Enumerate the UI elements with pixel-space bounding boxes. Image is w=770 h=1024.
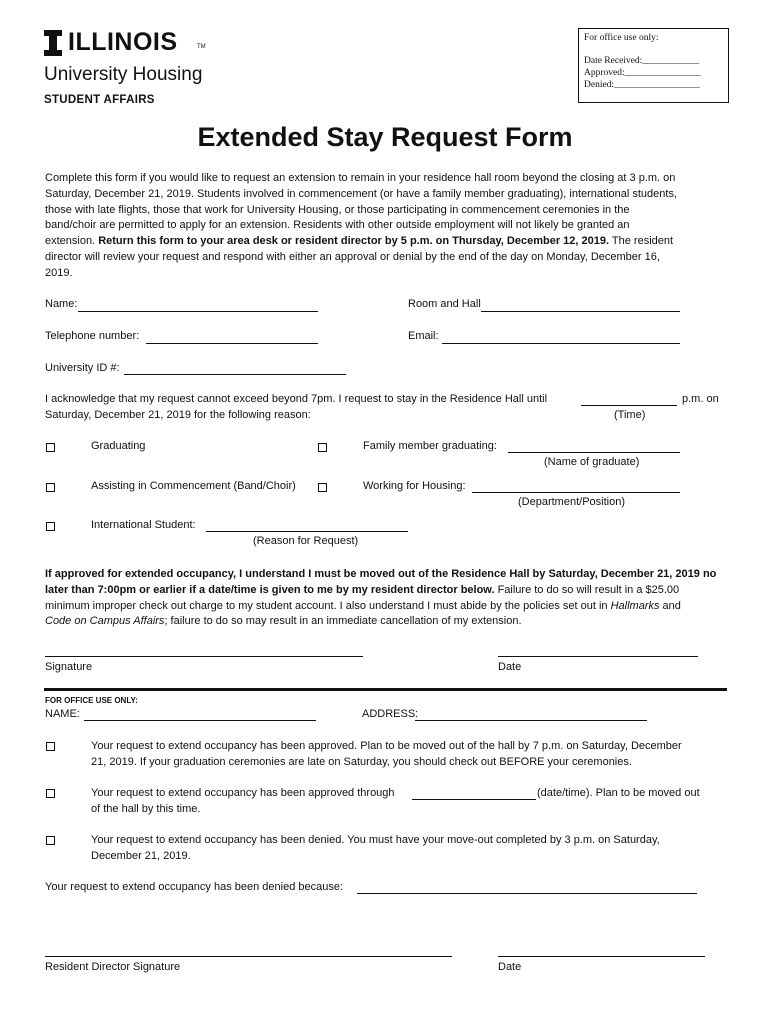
graduating-label: Graduating: [91, 440, 146, 452]
office-address-label: ADDRESS:: [362, 708, 419, 720]
brand-division: STUDENT AFFAIRS: [44, 94, 155, 106]
telephone-label: Telephone number:: [45, 330, 140, 342]
commencement-checkbox[interactable]: [46, 483, 55, 492]
brand-trademark: TM: [197, 44, 206, 50]
stay-until-time-input-line[interactable]: [581, 405, 677, 406]
approved-through-text: Your request to extend occupancy has been approved through: [91, 787, 395, 799]
signature-date-label: Date: [498, 661, 522, 673]
denied-text-line-1: Your request to extend occupancy has been denied. You must have your move-out completed by 3 p.m. on Saturday,: [91, 834, 660, 846]
rd-signature-label: Resident Director Signature: [45, 961, 181, 973]
approved-text-line-1: Your request to extend occupancy has been approved. Plan to be moved out of the hall by 7 p.m. on Saturday, December: [91, 740, 682, 752]
working-housing-label: Working for Housing:: [363, 480, 466, 492]
signature-date-line[interactable]: [498, 656, 698, 657]
office-name-input-line[interactable]: [84, 720, 316, 721]
agreement-text: Failure to do so will result in a $25.00: [494, 583, 680, 596]
form-title: Extended Stay Request Form: [197, 122, 573, 152]
approved-through-text-end: (date/time). Plan to be moved out: [537, 787, 700, 799]
denied-text-line-2: December 21, 2019.: [91, 850, 191, 862]
graduate-name-input-line[interactable]: [508, 452, 680, 453]
brand-wordmark: ILLINOIS: [68, 28, 178, 56]
office-name-label: NAME:: [45, 708, 80, 720]
room-hall-input-line[interactable]: [481, 311, 680, 312]
intro-line: band/choir are permitted to apply for an extension. Residents with other outside employment will not likely be granted an: [45, 219, 630, 232]
acknowledge-line-1: I acknowledge that my request cannot exceed beyond 7pm. I request to stay in the Residence Hall until: [45, 393, 548, 405]
office-section-divider: [44, 688, 727, 691]
agreement-text: and: [659, 599, 681, 612]
hallmarks-reference: Hallmarks: [610, 599, 660, 612]
international-reason-input-line[interactable]: [206, 531, 408, 532]
agreement-line: [45, 567, 725, 583]
international-student-label: International Student:: [91, 519, 196, 531]
intro-paragraph: [45, 171, 725, 282]
agreement-line: [45, 583, 725, 599]
approved-text-line-2: 21, 2019. If your graduation ceremonies are late on Saturday, you should check out BEFORE your ceremonies.: [91, 756, 632, 768]
room-hall-label: Room and Hall: [408, 298, 481, 310]
family-graduating-checkbox[interactable]: [318, 443, 327, 452]
office-box-denied: Denied:__________________: [584, 80, 700, 90]
international-reason-caption: (Reason for Request): [253, 535, 359, 547]
intro-deadline: Return this form to your area desk or resident director by 5 p.m. on Thursday, December 12, 2019.: [98, 235, 610, 248]
telephone-input-line[interactable]: [146, 343, 318, 344]
code-reference: Code on Campus Affairs: [45, 615, 165, 628]
email-input-line[interactable]: [442, 343, 680, 344]
approved-through-input-line[interactable]: [412, 799, 536, 800]
intro-text: The resident: [609, 235, 674, 248]
department-position-input-line[interactable]: [472, 492, 680, 493]
signature-line[interactable]: [45, 656, 363, 657]
graduate-name-caption: (Name of graduate): [544, 456, 640, 468]
graduating-checkbox[interactable]: [46, 443, 55, 452]
rd-date-label: Date: [498, 961, 522, 973]
intro-line: Complete this form if you would like to request an extension to remain in your residence hall room beyond the closing at 3 p.m. on: [45, 172, 676, 184]
office-use-heading: FOR OFFICE USE ONLY:: [45, 696, 138, 705]
denied-because-label: Your request to extend occupancy has been denied because:: [45, 881, 344, 893]
email-label: Email:: [408, 330, 439, 342]
office-box-date-received: Date Received:____________: [584, 56, 700, 66]
international-student-checkbox[interactable]: [46, 522, 55, 531]
rd-signature-line[interactable]: [45, 956, 452, 957]
commencement-label: Assisting in Commencement (Band/Choir): [91, 480, 296, 492]
agreement-bold-text: If approved for extended occupancy, I understand I must be moved out of the Residence Hall by Saturday, December 21, 2019 no: [45, 568, 717, 580]
denied-because-input-line[interactable]: [357, 893, 697, 894]
department-position-caption: (Department/Position): [518, 496, 625, 508]
family-graduating-label: Family member graduating:: [363, 440, 497, 452]
office-address-input-line[interactable]: [415, 720, 647, 721]
rd-date-line[interactable]: [498, 956, 705, 957]
agreement-bold-text: later than 7:00pm or earlier if a date/time is given to me by my resident director below.: [45, 583, 495, 596]
intro-line: [45, 234, 725, 250]
agreement-paragraph: [45, 567, 725, 630]
approved-through-text-line-2: of the hall by this time.: [91, 803, 201, 815]
approved-checkbox[interactable]: [46, 742, 55, 751]
illinois-block-i-logo-icon: [44, 30, 62, 56]
acknowledge-pm-on: p.m. on: [682, 393, 719, 405]
intro-text: extension.: [45, 235, 99, 248]
signature-label: Signature: [45, 661, 93, 673]
brand-subtitle: University Housing: [44, 64, 203, 85]
agreement-line: [45, 599, 725, 615]
denied-checkbox[interactable]: [46, 836, 55, 845]
intro-line: director will review your request and respond with either an approval or denial by the end of the day on Monday, December 16,: [45, 250, 660, 263]
office-box-title: For office use only:: [584, 33, 659, 43]
university-id-input-line[interactable]: [124, 374, 346, 375]
approved-through-checkbox[interactable]: [46, 789, 55, 798]
working-housing-checkbox[interactable]: [318, 483, 327, 492]
university-id-label: University ID #:: [45, 362, 120, 374]
agreement-text: minimum improper check out charge to my student account. I also understand I must abide by the policies set out in: [45, 599, 611, 612]
agreement-line: [45, 614, 725, 630]
intro-line: those with late flights, those that work for University Housing, or those participating in commencement ceremonies in the: [45, 203, 630, 216]
office-use-box: [578, 28, 729, 103]
intro-line: Saturday, December 21, 2019. Students involved in commencement (or have a family member graduating), international students,: [45, 187, 678, 200]
name-input-line[interactable]: [78, 311, 318, 312]
time-caption: (Time): [614, 409, 646, 421]
intro-line: 2019.: [45, 266, 73, 279]
acknowledge-line-2: Saturday, December 21, 2019 for the following reason:: [45, 409, 311, 421]
office-box-approved: Approved:________________: [584, 68, 701, 78]
name-label: Name:: [45, 298, 78, 310]
agreement-text: ; failure to do so may result in an immediate cancellation of my extension.: [164, 615, 522, 628]
